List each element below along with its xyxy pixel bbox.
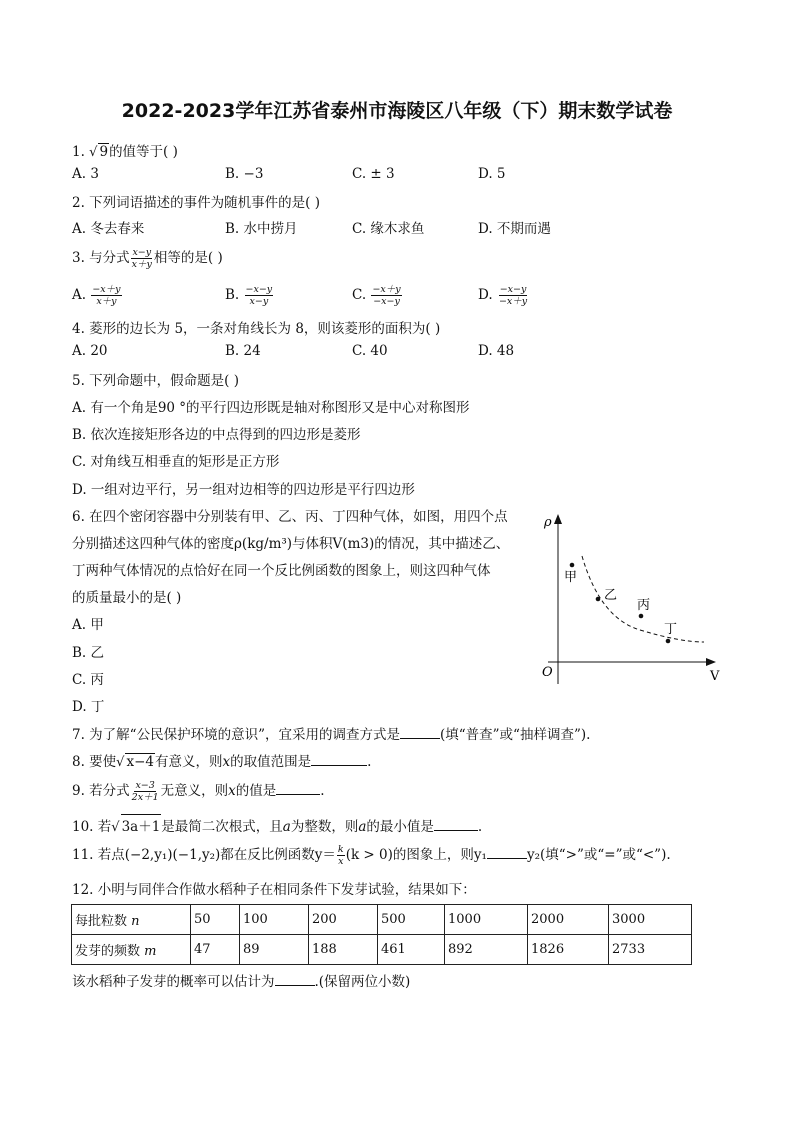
table-cell: 47 <box>191 935 240 965</box>
q5-option-b[interactable]: B. 依次连接矩形各边的中点得到的四边形是菱形 <box>72 427 361 443</box>
x-axis-label: V <box>710 669 720 684</box>
q5-option-a[interactable]: A. 有一个角是90 °的平行四边形既是轴对称图形又是中心对称图形 <box>72 400 470 416</box>
density-volume-graph <box>520 508 730 688</box>
q7-answer-blank[interactable] <box>400 726 440 739</box>
q10-answer-blank[interactable] <box>434 818 478 831</box>
table-cell: 2733 <box>609 935 692 965</box>
question-4-stem: 4. 菱形的边长为 5，一条对角线长为 8，则该菱形的面积为( ) <box>72 321 441 337</box>
table-cell: 188 <box>309 935 378 965</box>
q1-option-b[interactable]: B. −3 <box>225 166 264 182</box>
point-bing-label: 丙 <box>637 598 651 613</box>
origin-label: O <box>542 665 553 680</box>
question-3-options <box>72 284 532 307</box>
table-cell: 2000 <box>528 905 609 935</box>
q6-option-b[interactable]: B. 乙 <box>72 645 105 661</box>
q3-option-b[interactable]: B. $\frac{-x-y}{x-y}$ <box>225 284 273 307</box>
row-header: 每批粒数 n <box>72 905 191 935</box>
table-cell: 461 <box>378 935 445 965</box>
q4-option-d[interactable]: D. 48 <box>478 343 515 359</box>
question-1-stem: 1. √ 9的值等于( ) <box>72 144 178 160</box>
q4-option-c[interactable]: C. 40 <box>352 343 388 359</box>
table-cell: 3000 <box>609 905 692 935</box>
q9-answer-blank[interactable] <box>276 782 320 795</box>
q3-option-c[interactable]: C. $\frac{-x+y}{-x-y}$ <box>352 284 401 307</box>
question-7-stem: 7. 为了解“公民保护环境的意识”，宜采用的调查方式是 (填“普查”或“抽样调查”). <box>72 727 591 743</box>
question-2-options <box>72 217 551 237</box>
q6-option-d[interactable]: D. 丁 <box>72 699 105 715</box>
q1-option-c[interactable]: C. ± 3 <box>352 166 395 182</box>
x-axis-arrow <box>706 658 716 666</box>
point-bing <box>639 614 644 619</box>
question-8-stem: 8. 要使√ x−4有意义，则x的取值范围是 . <box>72 754 372 770</box>
q4-option-b[interactable]: B. 24 <box>225 343 261 359</box>
table-row <box>72 935 692 965</box>
q1-option-d[interactable]: D. 5 <box>478 166 506 182</box>
germination-table <box>71 904 692 965</box>
question-3-stem: 3. 与分式 $\frac{x-y}{x+y}$ 相等的是( ) <box>72 247 223 270</box>
question-9-stem: 9. 若分式 $\frac{x-3}{2x+1}$ 无意义，则x的值是 . <box>72 780 325 803</box>
question-11-stem: 11. 若点(−2,y₁)(−1,y₂)都在反比例函数y＝ $\frac{k}{x}$ (k > 0)的图象上，则y₁ y₂(填“>”或“=”或“<”). <box>72 844 671 867</box>
q12-answer-blank[interactable] <box>275 973 315 986</box>
y-axis-arrow <box>554 514 562 524</box>
point-jia <box>570 563 575 568</box>
table-cell: 892 <box>445 935 528 965</box>
q3-fraction: $\frac{x-y}{x+y}$ <box>131 247 152 270</box>
q3-option-a[interactable]: A. $\frac{-x+y}{x+y}$ <box>72 284 121 307</box>
point-yi-label: 乙 <box>604 588 618 603</box>
question-12-stem: 12. 小明与同伴合作做水稻种子在相同条件下发芽试验，结果如下： <box>72 882 476 898</box>
point-jia-label: 甲 <box>564 570 578 585</box>
question-6-line-4: 的质量最小的是( ) <box>72 590 182 606</box>
q5-option-d[interactable]: D. 一组对边平行，另一组对边相等的四边形是平行四边形 <box>72 482 415 498</box>
q2-option-c[interactable]: C. 缘木求鱼 <box>352 221 425 237</box>
question-6-line-3: 丁两种气体情况的点恰好在同一个反比例函数的图象上，则这四种气体 <box>72 563 491 579</box>
q11-answer-blank[interactable] <box>487 846 527 859</box>
question-6-line-1: 6. 在四个密闭容器中分别装有甲、乙、丙、丁四种气体，如图，用四个点 <box>72 509 508 525</box>
question-2-stem: 2. 下列词语描述的事件为随机事件的是( ) <box>72 195 320 211</box>
point-ding <box>666 639 671 644</box>
q3-option-d[interactable]: D. $\frac{-x-y}{-x+y}$ <box>478 284 528 307</box>
q1-option-a[interactable]: A. 3 <box>72 166 99 182</box>
question-4-options <box>72 343 532 363</box>
point-yi <box>596 597 601 602</box>
question-6-line-2: 分别描述这四种气体的密度ρ(kg/m³)与体积V(m3)的情况，其中描述乙、 <box>72 536 510 552</box>
table-row <box>72 905 692 935</box>
table-cell: 1000 <box>445 905 528 935</box>
q2-option-d[interactable]: D. 不期而遇 <box>478 221 551 237</box>
q6-option-a[interactable]: A. 甲 <box>72 617 104 633</box>
question-10-stem: 10. 若√ 3a＋1是最简二次根式，且a为整数，则a的最小值是 . <box>72 814 482 835</box>
question-12-after: 该水稻种子发芽的概率可以估计为 .(保留两位小数) <box>72 974 411 990</box>
q4-option-a[interactable]: A. 20 <box>72 343 108 359</box>
table-cell: 500 <box>378 905 445 935</box>
q6-option-c[interactable]: C. 丙 <box>72 672 104 688</box>
q8-answer-blank[interactable] <box>311 753 367 766</box>
table-cell: 50 <box>191 905 240 935</box>
table-cell: 200 <box>309 905 378 935</box>
page-title: 2022-2023学年江苏省泰州市海陵区八年级（下）期末数学试卷 <box>121 100 673 122</box>
q2-option-a[interactable]: A. 冬去春来 <box>72 221 145 237</box>
table-cell: 1826 <box>528 935 609 965</box>
question-5-stem: 5. 下列命题中，假命题是( ) <box>72 373 239 389</box>
q1-radicand: 9 <box>99 144 109 160</box>
table-cell: 100 <box>240 905 309 935</box>
table-cell: 89 <box>240 935 309 965</box>
q5-option-c[interactable]: C. 对角线互相垂直的矩形是正方形 <box>72 454 280 470</box>
y-axis-label: ρ <box>544 515 552 530</box>
q2-option-b[interactable]: B. 水中捞月 <box>225 221 298 237</box>
question-1-options <box>72 166 532 186</box>
row-header: 发芽的频数 m <box>72 935 191 965</box>
point-ding-label: 丁 <box>664 622 678 637</box>
